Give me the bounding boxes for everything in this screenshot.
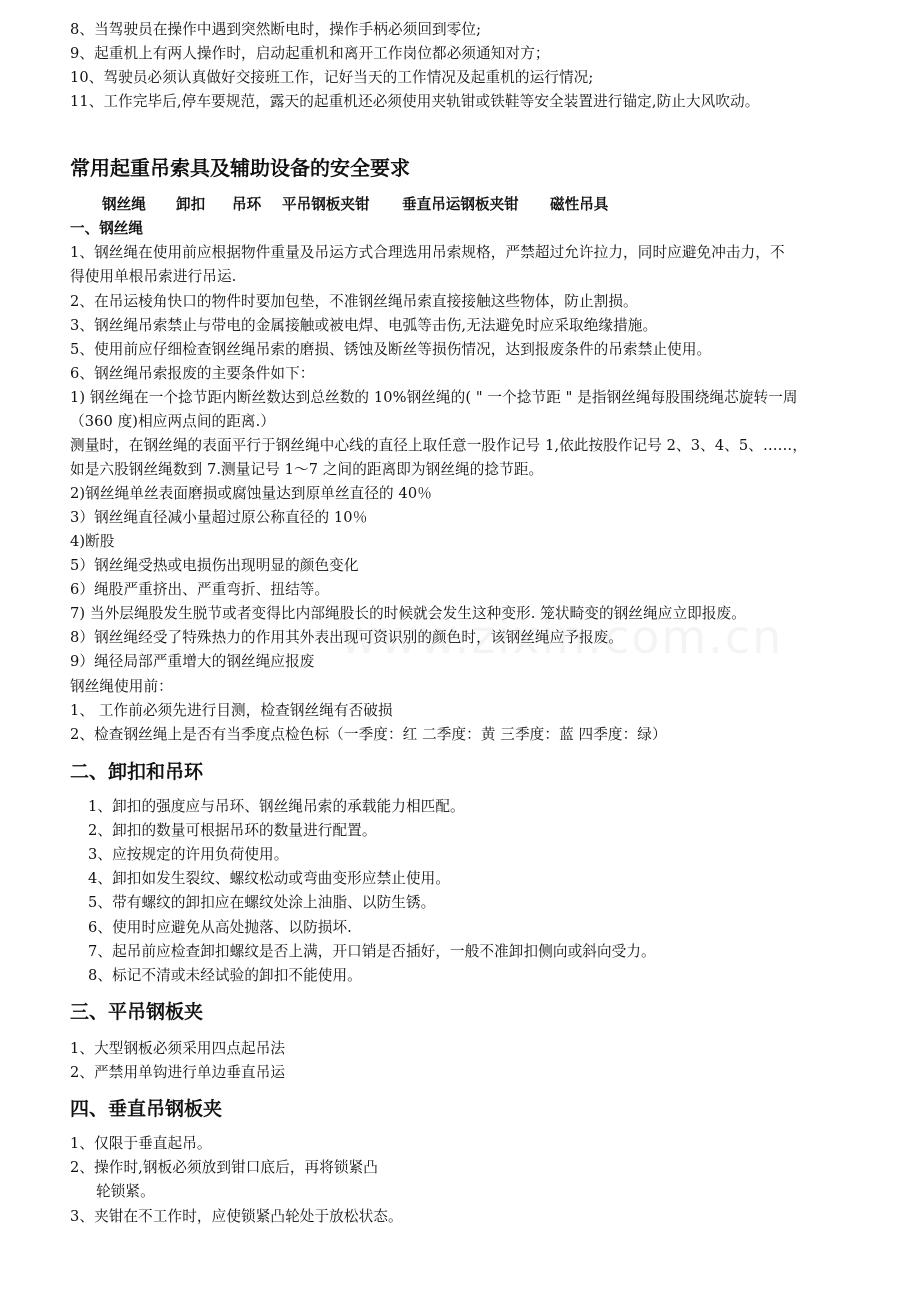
paragraph-line: 1) 钢丝绳在一个捻节距内断丝数达到总丝数的 10%钢丝绳的( " 一个捻节距 " 是指钢丝绳每股围绕绳芯旋转一周 — [70, 389, 798, 406]
paragraph-line: （360 度)相应两点间的距离.） — [70, 413, 276, 430]
paragraph-line: 1、仅限于垂直起吊。 — [70, 1135, 212, 1152]
paragraph-line: 5、使用前应仔细检查钢丝绳吊索的磨损、锈蚀及断丝等损伤情况，达到报废条件的吊索禁止使用。 — [70, 341, 712, 358]
section-heading: 三、平吊钢板夹 — [70, 1001, 204, 1023]
paragraph-line: 2、严禁用单钩进行单边垂直吊运 — [70, 1064, 286, 1081]
equipment-tag: 平吊钢板夹钳 — [282, 196, 370, 213]
paragraph-line: 得使用单根吊索进行吊运. — [70, 268, 237, 285]
equipment-tag: 垂直吊运钢板夹钳 — [402, 196, 519, 213]
paragraph-line: 2、在吊运棱角快口的物件时要加包垫，不准钢丝绳吊索直接接触这些物体，防止割损。 — [70, 293, 638, 310]
paragraph-line: 如是六股钢丝绳数到 7.测量记号 1～7 之间的距离即为钢丝绳的捻节距。 — [70, 461, 544, 478]
paragraph-line: 6、使用时应避免从高处抛落、以防损坏. — [88, 919, 352, 936]
paragraph-line: 8）钢丝绳经受了特殊热力的作用其外表出现可资识别的颜色时，该钢丝绳应予报废。 — [70, 629, 624, 646]
paragraph-line: 1、大型钢板必须采用四点起吊法 — [70, 1040, 286, 1057]
paragraph-line: 2、操作时,钢板必须放到钳口底后，再将锁紧凸 — [70, 1159, 379, 1176]
paragraph-line: 3、夹钳在不工作时，应使锁紧凸轮处于放松状态。 — [70, 1208, 403, 1225]
paragraph-line: 3、应按规定的许用负荷使用。 — [88, 846, 289, 863]
equipment-tag: 钢丝绳 — [102, 196, 146, 213]
main-title: 常用起重吊索具及辅助设备的安全要求 — [70, 156, 410, 180]
equipment-tag: 磁性吊具 — [550, 196, 609, 213]
paragraph-line: 3、钢丝绳吊索禁止与带电的金属接触或被电焊、电弧等击伤,无法避免时应采取绝缘措施。 — [70, 317, 658, 334]
paragraph-line: 6、钢丝绳吊索报废的主要条件如下： — [70, 365, 315, 382]
paragraph-line: 5、带有螺纹的卸扣应在螺纹处涂上油脂、以防生锈。 — [88, 894, 436, 911]
paragraph-line: 4、卸扣如发生裂纹、螺纹松动或弯曲变形应禁止使用。 — [88, 870, 451, 887]
paragraph-line: 测量时，在钢丝绳的表面平行于钢丝绳中心线的直径上取任意一股作记号 1,依此按股作记号 2、3、4、5、……， — [70, 437, 808, 454]
equipment-tag: 吊环 — [232, 196, 262, 213]
paragraph-line: 钢丝绳使用前： — [70, 678, 173, 695]
section-heading: 四、垂直吊钢板夹 — [70, 1098, 223, 1120]
paragraph-line: 8、标记不清或未经试验的卸扣不能使用。 — [88, 967, 362, 984]
section-heading: 二、卸扣和吊环 — [70, 761, 204, 783]
paragraph-line: 1、卸扣的强度应与吊环、钢丝绳吊索的承载能力相匹配。 — [88, 798, 465, 815]
section-heading: 一、钢丝绳 — [70, 220, 143, 237]
equipment-tag: 卸扣 — [176, 196, 206, 213]
paragraph-line: 9）绳径局部严重增大的钢丝绳应报废 — [70, 653, 315, 670]
paragraph-line: 4)断股 — [70, 533, 115, 550]
paragraph-line: 10、驾驶员必须认真做好交接班工作，记好当天的工作情况及起重机的运行情况; — [70, 69, 594, 86]
paragraph-line: 7、起吊前应检查卸扣螺纹是否上满，开口销是否插好，一般不准卸扣侧向或斜向受力。 — [88, 943, 656, 960]
paragraph-line: 2、卸扣的数量可根据吊环的数量进行配置。 — [88, 822, 377, 839]
paragraph-line: 轮锁紧。 — [96, 1183, 155, 1200]
paragraph-line: 5）钢丝绳受热或电损伤出现明显的颜色变化 — [70, 557, 359, 574]
paragraph-line: 6）绳股严重挤出、严重弯折、扭结等。 — [70, 581, 330, 598]
paragraph-line: 11、工作完毕后,停车要规范，露天的起重机还必须使用夹轨钳或铁鞋等安全装置进行锚定,防止大风吹动。 — [70, 93, 760, 110]
paragraph-line: 1、 工作前必须先进行目测，检查钢丝绳有否破损 — [70, 702, 393, 719]
paragraph-line: 3）钢丝绳直径减小量超过原公称直径的 10％ — [70, 509, 368, 526]
paragraph-line: 2)钢丝绳单丝表面磨损或腐蚀量达到原单丝直径的 40％ — [70, 485, 432, 502]
paragraph-line: 1、钢丝绳在使用前应根据物件重量及吊运方式合理选用吊索规格，严禁超过允许拉力，同时应避免冲击力，不 — [70, 244, 785, 261]
paragraph-line: 9、起重机上有两人操作时，启动起重机和离开工作岗位都必须通知对方； — [70, 45, 550, 62]
paragraph-line: 8、当驾驶员在操作中遇到突然断电时，操作手柄必须回到零位; — [70, 21, 482, 38]
paragraph-line: 7) 当外层绳股发生脱节或者变得比内部绳股长的时候就会发生这种变形. 笼状畸变的钢丝绳应立即报废。 — [70, 605, 746, 622]
paragraph-line: 2、检查钢丝绳上是否有当季度点检色标（一季度：红 二季度：黄 三季度：蓝 四季度：绿） — [70, 726, 667, 743]
